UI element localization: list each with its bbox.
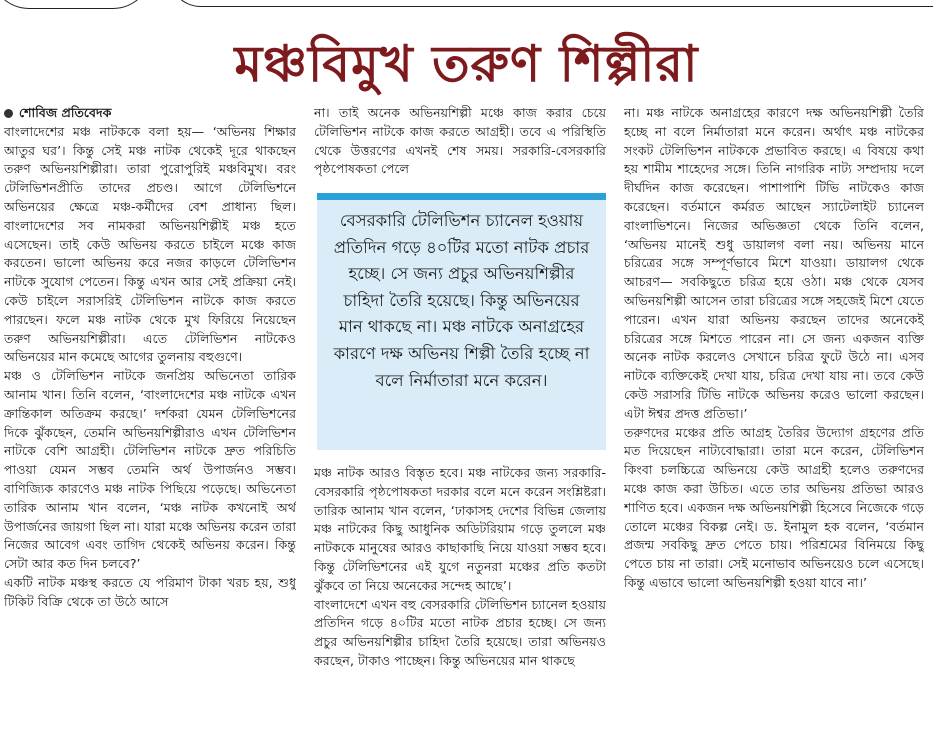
paragraph: একটি নাটক মঞ্চস্থ করতে যে পরিমাণ টাকা খরচ হয়, শুধু টিকিট বিক্রি থেকে তা উঠে আসে [4,574,296,609]
byline [4,104,296,123]
masthead-arc-decoration [0,0,152,9]
article-column-2-top [314,104,606,184]
pullquote: বেসরকারি টেলিভিশন চ্যানেল হওয়ায় প্রতিদিন গড়ে ৪০টির মতো নাটক প্রচার হচ্ছে। সে জন্য প্রচুর অভিনয়শিল্পীর চাহিদা তৈরি হয়েছে। কিন্তু অভিনয়ের মান থাকছে না। মঞ্চ নাটকে অনাগ্রহের কারণে দক্ষ অভিনয় শিল্পী তৈরি হচ্ছে না বলে নির্মাতারা মনে করেন। [317,200,606,450]
pullquote-accent-bar [317,193,606,200]
article-column-3 [624,104,924,744]
bullet-icon [4,109,13,118]
masthead-rule-decoration [168,0,933,7]
paragraph: মঞ্চ নাটক আরও বিস্তৃত হবে। মঞ্চ নাটকের জন্য সরকারি-বেসরকারি পৃষ্ঠপোষকতা দরকার বলে মনে করেন সংশ্লিষ্টরা। তারিক আনাম খান বলেন, ‘ঢাকাসহ দেশের বিভিন্ন জেলায় মঞ্চ নাটকের কিছু আধুনিক অডিটরিয়াম গড়ে তুললে মঞ্চ নাটককে মানুষের আরও কাছাকাছি নিয়ে যাওয়া সম্ভব হবে। কিন্তু টেলিভিশনের এই যুগে নতুনরা মঞ্চের প্রতি কতটা ঝুঁকবে তা নিয়ে অনেকের সন্দেহ আছে’। [314,465,606,593]
paragraph: তরুণদের মঞ্চের প্রতি আগ্রহ তৈরির উদ্যোগ গ্রহণের প্রতি মত দিয়েছেন নাট্যবোদ্ধারা। তারা মনে করেন, টেলিভিশন কিংবা চলচ্চিত্রে অভিনয়ে কেউ আগ্রহী হলেও তরুণদের মঞ্চে কাজ করা উচিত। এতে তার অভিনয় প্রতিভা আরও শাণিত হবে। একজন দক্ষ অভিনয়শিল্পী হিসেবে নিজেকে গড়ে তোলে মঞ্চের বিকল্প নেই। ড. ইনামুল হক বলেন, ‘বর্তমান প্রজন্ম সবকিছু দ্রুত পেতে চায়। পরিশ্রমের বিনিময়ে কিছু পেতে চায় না তারা। সেই মনোভাব অভিনয়েও চলে এসেছে। কিন্তু এভাবে ভালো অভিনয়শিল্পী হওয়া যাবে না।’ [624,424,924,590]
paragraph: মঞ্চ ও টেলিভিশন নাটকে জনপ্রিয় অভিনেতা তারিক আনাম খান। তিনি বলেন, ‘বাংলাদেশের মঞ্চ নাটকে এখন ক্রান্তিকাল অতিক্রম করছে।’ দর্শকরা যেমন টেলিভিশনের দিকে ঝুঁকছেন, তেমনি অভিনয়শিল্পীরাও এখন টেলিভিশন নাটকে বেশি আগ্রহী। টেলিভিশন নাটকে দ্রুত পরিচিতি পাওয়া যেমন সম্ভব তেমনি অর্থ উপার্জনও সম্ভব। বাণিজ্যিক কারণেও মঞ্চ নাটক পিছিয়ে পড়েছে। অভিনেতা তারিক আনাম খান বলেন, ‘মঞ্চ নাটক কখনোই অর্থ উপার্জনের জায়গা ছিল না। যারা মঞ্চে অভিনয় করেন তারা নিজের আবেগ এবং তাগিদ থেকেই অভিনয় করেন। কিন্তু সেটা আর কত দিন চলবে?’ [4,368,296,572]
paragraph: না। তাই অনেক অভিনয়শিল্পী মঞ্চে কাজ করার চেয়ে টেলিভিশন নাটকে কাজ করতে আগ্রহী। তবে এ পরিস্থিতি থেকে উত্তরণের এখনই শেষ সময়। সরকারি-বেসরকারি পৃষ্ঠপোষকতা পেলে [314,105,606,177]
headline: মঞ্চবিমুখ তরুণ শিল্পীরা [234,35,699,93]
paragraph: বাংলাদেশের মঞ্চ নাটককে বলা হয়— ‘অভিনয় শিক্ষার আতুর ঘর’। কিন্তু সেই মঞ্চ নাটক থেকেই দূরে থাকছেন তরুণ অভিনয়শিল্পীরা। তারা পুরোপুরিই মঞ্চবিমুখ। বরং টেলিভিশনপ্রীতি তাদের প্রচণ্ড। আগে টেলিভিশনে অভিনয়ের ক্ষেত্রে মঞ্চ-কর্মীদের বেশ প্রাধান্য ছিল। বাংলাদেশের সব নামকরা অভিনয়শিল্পীই মঞ্চ হতে এসেছেন। তাই কেউ অভিনয় করতে চাইলে মঞ্চে কাজ করতেন। ভালো অভিনয় করে নজর কাড়লে টেলিভিশন নাটকে সুযোগ পেতেন। কিন্তু এখন আর সেই প্রক্রিয়া নেই। কেউ চাইলে সরাসরিই টেলিভিশন নাটকে কাজ করতে পারছেন। ফলে মঞ্চ নাটক থেকে মুখ ফিরিয়ে নিয়েছেন তরুণ অভিনয়শিল্পীরা। এতে টেলিভিশন নাটকেও অভিনয়ের মান কমেছে আগের তুলনায় বহুগুণে। [4,123,296,365]
paragraph: বাংলাদেশে এখন বহু বেসরকারি টেলিভিশন চ্যানেল হওয়ায় প্রতিদিন গড়ে ৪০টির মতো নাটক প্রচার হচ্ছে। সে জন্য প্রচুর অভিনয়শিল্পীর চাহিদা তৈরি হয়েছে। তারা অভিনয়ও করছেন, টাকাও পাচ্ছেন। কিন্তু অভিনয়ের মান থাকছে [314,596,606,668]
article-column-1 [4,104,296,744]
byline-text: শোবিজ প্রতিবেদক [19,105,112,120]
paragraph: না। মঞ্চ নাটকে অনাগ্রহের কারণে দক্ষ অভিনয়শিল্পী তৈরি হচ্ছে না বলে নির্মাতারা মনে করেন। অর্থাৎ মঞ্চ নাটকের সংকট টেলিভিশন নাটককে প্রভাবিত করছে। এ বিষয়ে কথা হয় শামীম শাহেদের সঙ্গে। তিনি নাগরিক নাট্য সম্প্রদায় দলে দীর্ঘদিন কাজ করেছেন। পাশাপাশি টিভি নাটকেও কাজ করেছেন। বর্তমানে কর্মরত আছেন স্যাটেলাইট চ্যানেল বাংলাভিশনে। নিজের অভিজ্ঞতা থেকে তিনি বলেন, ‘অভিনয় মানেই শুধু ডায়ালগ বলা নয়। অভিনয় মানে চরিত্রের সঙ্গে সম্পূর্ণভাবে মিশে যাওয়া। ডায়ালগ থেকে আচরণ— সবকিছুতে চরিত্র হয়ে ওঠা। মঞ্চ থেকে যেসব অভিনয়শিল্পী আসেন তারা চরিত্রের সঙ্গে সহজেই মিশে যেতে পারেন। এখন যারা অভিনয় করছেন তাদের অনেকেই চরিত্রের সঙ্গে মিশতে পারেন না। সে জন্য একজন ব্যক্তি অনেক নাটক করলেও সেখানে চরিত্র ফুটে উঠে না। এসব নাটকে ব্যক্তিকেই দেখা যায়, চরিত্র দেখা যায় না। তবে কেউ কেউ সরাসরি টিভি নাটকে অভিনয় করেও ভালো করছেন। এটা ঈশ্বর প্রদত্ত প্রতিভা।’ [624,105,924,421]
article-column-2-bottom [314,464,606,744]
